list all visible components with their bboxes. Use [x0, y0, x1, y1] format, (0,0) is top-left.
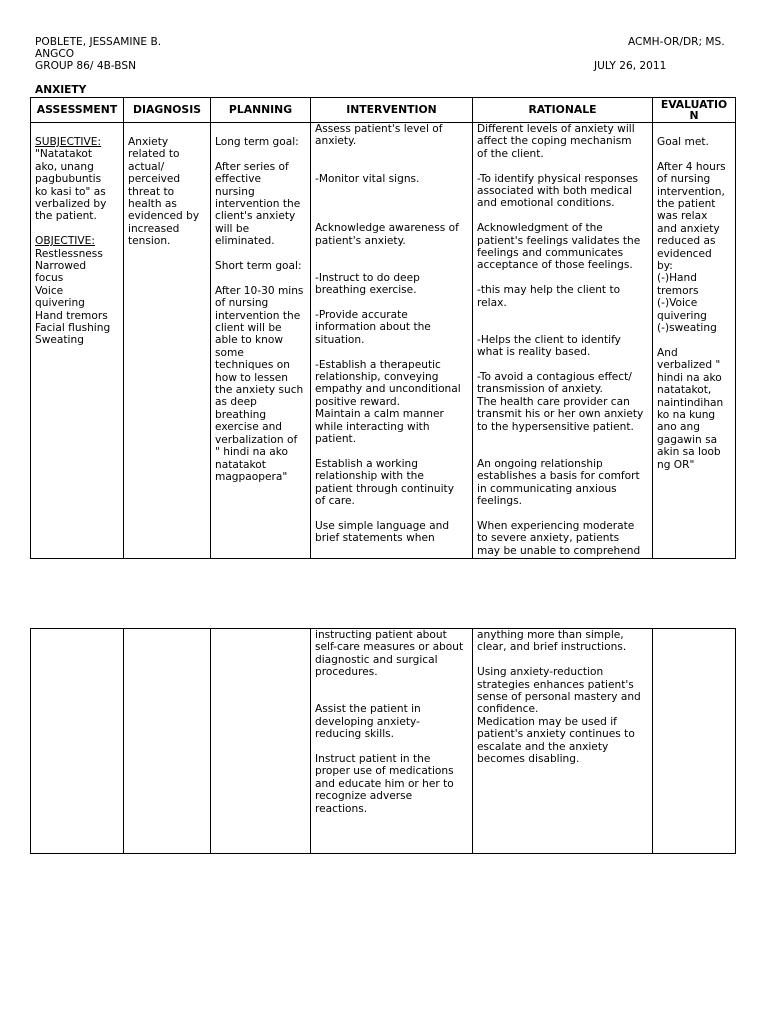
planning-cell [211, 123, 311, 559]
intervention-item: Instruct patient in the proper use of medications and educate him or her to recognize adverse reactions. [315, 753, 454, 815]
rationale-item: -this may help the client to relax. [477, 284, 621, 309]
care-plan-table-page2 [30, 628, 736, 854]
intervention-cell [311, 123, 473, 559]
evaluation-cell [653, 123, 736, 559]
column-header-rationale: RATIONALE [473, 98, 653, 123]
intervention-item: -Instruct to do deep breathing exercise. [315, 271, 420, 297]
short-term-goal-label: Short term goal: [215, 260, 302, 273]
rationale-item: -Helps the client to identify what is reality based. [477, 333, 621, 359]
rationale-item: Different levels of anxiety will affect the coping mechanism of the client. [477, 123, 635, 160]
rationale-item: Acknowledgment of the patient's feelings validates the feelings and communicates acceptance of those feelings. [477, 222, 641, 272]
student-name: POBLETE, JESSAMINE B. [35, 36, 162, 48]
objective-text: Restlessness Narrowed focus Voice quivering Hand tremors Facial flushing Sweating [35, 247, 111, 347]
intervention-item: instructing patient about self-care measures or about diagnostic and surgical procedures. [315, 629, 464, 679]
column-header-planning: PLANNING [211, 98, 311, 123]
assessment-cell [31, 123, 124, 559]
planning-cell-continued [211, 629, 311, 854]
intervention-item: Assist the patient in developing anxiety- reducing skills. [315, 703, 421, 741]
table-header-row [31, 98, 736, 123]
subjective-label: SUBJECTIVE: [35, 136, 102, 148]
column-header-assessment: ASSESSMENT [31, 98, 124, 123]
table-row [31, 629, 736, 854]
rationale-item: -To identify physical responses associated with both medical and emotional conditions. [477, 172, 638, 210]
rationale-item: An ongoing relationship establishes a basis for comfort in communicating anxious feelings. [477, 457, 640, 508]
assignment-label: ACMH-OR/DR; MS. [628, 36, 725, 48]
rationale-item: Using anxiety-reduction strategies enhances patient's sense of personal mastery and confidence. Medication may be used if patient's anxiety continues to escalate and the anxiety becomes disabling. [477, 666, 641, 766]
evaluation-cell-continued [653, 629, 736, 854]
rationale-item: anything more than simple, clear, and brief instructions. [477, 629, 627, 654]
intervention-item: -Provide accurate information about the situation. [315, 308, 431, 346]
intervention-item: -Establish a therapeutic relationship, conveying empathy and unconditional positive reward. Maintain a calm manner while interacting with patient. [315, 358, 461, 446]
goal-met-text: Goal met. [657, 136, 709, 148]
intervention-item: -Monitor vital signs. [315, 172, 420, 185]
diagnosis-text: Anxiety related to actual/ perceived threat to health as evidenced by increased tension. [128, 136, 200, 248]
group-label: GROUP 86/ 4B-BSN [35, 60, 137, 72]
intervention-cell-continued [311, 629, 473, 854]
column-header-diagnosis: DIAGNOSIS [124, 98, 211, 123]
verbalized-text: And verbalized " hindi na ako natatakot, naintindihan ko na kung ano ang gagawin sa akin sa loob ng OR" [657, 346, 724, 471]
intervention-item: Assess patient's level of anxiety. [315, 123, 443, 148]
student-surname: ANGCO [35, 48, 75, 60]
column-header-evaluation: EVALUATIO N [653, 98, 736, 123]
rationale-cell [473, 123, 653, 559]
rationale-item: -To avoid a contagious effect/ transmission of anxiety. The health care provider can transmit his or her own anxiety to the hypersensitive patient. [477, 371, 644, 433]
diagnosis-cell [124, 123, 211, 559]
rationale-cell-continued [473, 629, 653, 854]
objective-label: OBJECTIVE: [35, 235, 95, 248]
short-term-goal-text: After 10-30 mins of nursing intervention the client will be able to know some techniques on how to lessen the anxiety such as deep breathing exercise and verbalization of " hindi na ako natatakot magpaopera" [215, 284, 304, 483]
intervention-item: Acknowledge awareness of patient's anxiety. [315, 222, 459, 247]
long-term-goal-label: Long term goal: [215, 136, 299, 148]
care-plan-table-page1 [30, 97, 736, 559]
date-label: JULY 26, 2011 [594, 60, 667, 72]
subjective-text: "Natatakot ako, unang pagbubuntis ko kasi to" as verbalized by the patient. [35, 148, 107, 223]
long-term-goal-text: After series of effective nursing intervention the client's anxiety will be eliminated. [215, 160, 301, 248]
diagnosis-cell-continued [124, 629, 211, 854]
assessment-cell-continued [31, 629, 124, 854]
table-row [31, 123, 736, 559]
intervention-item: Establish a working relationship with the patient through continuity of care. [315, 457, 454, 508]
evaluation-text: After 4 hours of nursing intervention, the patient was relax and anxiety reduced as evidenced by: (-)Hand tremors (-)Voice quivering (-)sweating [657, 160, 726, 335]
rationale-item: When experiencing moderate to severe anxiety, patients may be unable to comprehend [477, 519, 641, 557]
column-header-intervention: INTERVENTION [311, 98, 473, 123]
intervention-item: Use simple language and brief statements when [315, 519, 450, 545]
document-title: ANXIETY [35, 84, 87, 96]
